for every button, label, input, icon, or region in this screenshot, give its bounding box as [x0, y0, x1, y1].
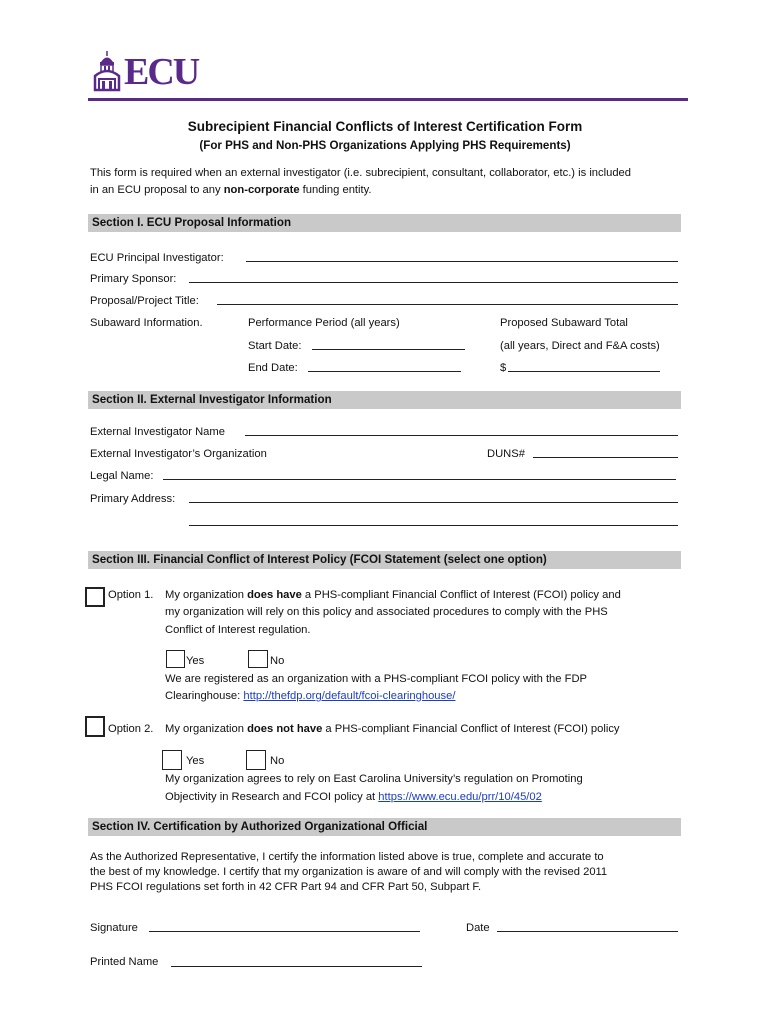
printed-name-label: Printed Name [90, 956, 159, 968]
ext-org-label: External Investigator’s Organization [90, 448, 267, 460]
pi-field [90, 251, 224, 265]
project-input-line[interactable] [217, 304, 678, 305]
sponsor-label: Primary Sponsor: [90, 273, 177, 285]
option-2-line-1: My organization does not have a PHS-compliant Financial Conflict of Interest (FCOI) policy [165, 723, 620, 735]
option-2-yes-label: Yes [186, 755, 205, 767]
ecu-policy-line-1: My organization agrees to rely on East Carolina University’s regulation on Promoting [165, 773, 583, 785]
signature-label: Signature [90, 922, 138, 934]
option-1-line-3: Conflict of Interest regulation. [165, 624, 311, 636]
option-1-yes-checkbox[interactable] [166, 650, 185, 668]
address-input-line-1[interactable] [189, 502, 678, 503]
section-3-header [88, 551, 681, 569]
date-input-line[interactable] [497, 931, 678, 932]
option-2-yes-checkbox[interactable] [162, 750, 182, 770]
dollar-sign: $ [500, 362, 507, 374]
option-1-yes-label: Yes [186, 655, 205, 667]
ecu-policy-link[interactable]: https://www.ecu.edu/prr/10/45/02 [378, 791, 542, 803]
pi-input-line[interactable] [246, 261, 678, 262]
option-2-prefix: Option 2. [108, 723, 154, 735]
fdp-line-1: We are registered as an organization with a PHS-compliant FCOI policy with the FDP [165, 673, 587, 685]
section-4-header [88, 818, 681, 836]
sponsor-field [90, 272, 176, 286]
section-1-title: Section I. ECU Proposal Information [92, 216, 292, 229]
cert-para-line-2: the best of my knowledge. I certify that my organization is aware of and will comply with the revised 2011 [90, 866, 608, 878]
address-input-line-2[interactable] [189, 525, 678, 526]
option-2-no-checkbox[interactable] [246, 750, 266, 770]
ext-name-label: External Investigator Name [90, 426, 225, 438]
total-label: Proposed Subaward Total [500, 317, 628, 329]
cert-para-line-1: As the Authorized Representative, I certify the information listed above is true, complete and accurate to [90, 851, 604, 863]
form-title: Subrecipient Financial Conflicts of Interest Certification Form [187, 119, 583, 134]
subaward-label: Subaward Information. [90, 317, 203, 329]
option-1-no-label: No [270, 655, 285, 667]
total-input-line[interactable] [508, 371, 660, 372]
duns-label: DUNS# [487, 448, 525, 460]
signature-input-line[interactable] [149, 931, 420, 932]
intro-line-2: in an ECU proposal to any non-corporate funding entity. [90, 184, 372, 196]
legal-name-input-line[interactable] [163, 479, 676, 480]
project-field [90, 294, 199, 308]
end-input-line[interactable] [308, 371, 461, 372]
sponsor-input-line[interactable] [189, 282, 678, 283]
start-label: Start Date: [248, 340, 302, 352]
option-1-no-checkbox[interactable] [248, 650, 268, 668]
ext-name-input-line[interactable] [245, 435, 678, 436]
logo-text: ECU [124, 51, 199, 93]
form-subtitle: (For PHS and Non-PHS Organizations Applying PHS Requirements) [199, 139, 571, 152]
fdp-line-2: Clearinghouse: http://thefdp.org/default/fcoi-clearinghouse/ [165, 690, 456, 702]
cert-para-line-3: PHS FCOI regulations set forth in 42 CFR Part 94 and CFR Part 50, Subpart F. [90, 881, 482, 893]
duns-input-line[interactable] [533, 457, 678, 458]
section-2-header [88, 391, 681, 409]
option-1-checkbox[interactable] [85, 587, 105, 607]
address-label: Primary Address: [90, 493, 176, 505]
start-input-line[interactable] [312, 349, 465, 350]
header-rule [88, 98, 688, 101]
section-2-title: Section II. External Investigator Information [92, 393, 332, 406]
section-3-title: Section III. Financial Conflict of Interest Policy (FCOI Statement (select one option) [92, 553, 547, 566]
option-1-line-2: my organization will rely on this policy and associated procedures to comply with the PHS [165, 606, 608, 618]
ecu-logo [92, 50, 222, 95]
period-label: Performance Period (all years) [248, 317, 400, 329]
total-note: (all years, Direct and F&A costs) [500, 340, 660, 352]
legal-name-label: Legal Name: [90, 470, 154, 482]
ecu-cupola-icon [92, 50, 122, 92]
option-1-line-1: My organization does have a PHS-compliant Financial Conflict of Interest (FCOI) policy and [165, 589, 621, 601]
ecu-policy-line-2: Objectivity in Research and FCOI policy at https://www.ecu.edu/prr/10/45/02 [165, 791, 542, 803]
date-label: Date [466, 922, 490, 934]
project-label: Proposal/Project Title: [90, 295, 199, 307]
section-4-title: Section IV. Certification by Authorized Organizational Official [92, 820, 428, 833]
option-1-prefix: Option 1. [108, 589, 154, 601]
option-2-checkbox[interactable] [85, 716, 105, 737]
pi-label: ECU Principal Investigator: [90, 252, 224, 264]
end-label: End Date: [248, 362, 298, 374]
fdp-clearinghouse-link[interactable]: http://thefdp.org/default/fcoi-clearinghouse/ [243, 690, 456, 702]
option-2-no-label: No [270, 755, 285, 767]
printed-name-input-line[interactable] [171, 966, 422, 967]
section-1-header [88, 214, 681, 232]
intro-line-1: This form is required when an external investigator (i.e. subrecipient, consultant, collaborator, etc.) is included [90, 167, 631, 179]
